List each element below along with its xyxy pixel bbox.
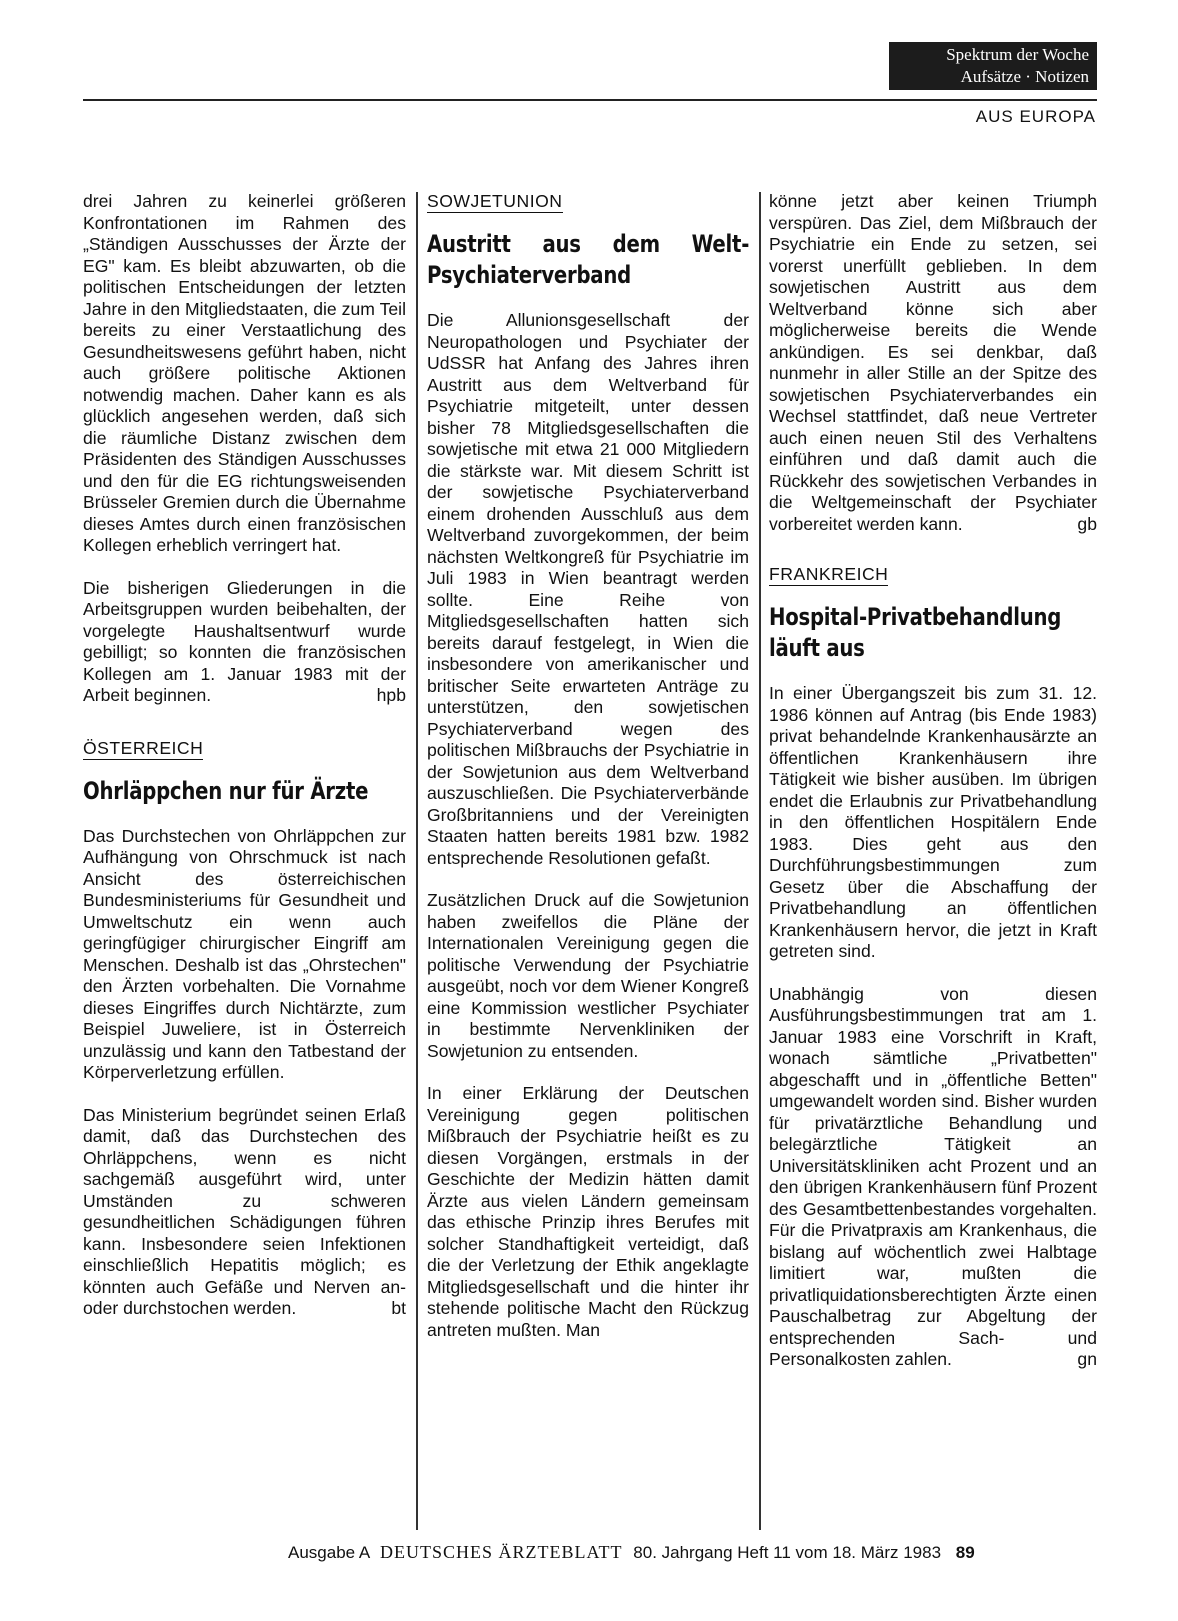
author-initials: gn — [1077, 1349, 1097, 1369]
column-1 — [83, 191, 406, 1341]
paragraph: drei Jahren zu keinerlei größeren Konfrontationen im Rahmen des „Ständigen Ausschusses der Ärzte der EG" kam. Es bleibt abzuwarten, ob die politischen Entscheidungen der letzten Jahre in den Mitgliedstaaten, die zum Teil bereits zu einer Verstaatlichung des Gesundheitswesens geführt haben, nicht auch größere politische Aktionen notwendig machen. Daher kann es als glücklich angesehen werden, daß sich die räumliche Distanz zwischen dem Präsidenten des Ständigen Ausschusses und den für die EG richtungsweisenden Brüsseler Gremien durch die Übernahme dieses Amtes durch einen französischen Kollegen erheblich verringert hat. — [83, 191, 406, 555]
column-rule-1 — [416, 192, 418, 1530]
paragraph — [769, 191, 1097, 535]
paragraph-text: könne jetzt aber keinen Triumph verspüren. Das Ziel, dem Mißbrauch der Psychiatrie ein Ende zu setzen, sei vorerst unerfüllt geblieben. In dem sowjetischen Austritt aus dem Weltverband könne sich aber möglicherweise bereits die Wende ankündigen. Es sei denkbar, daß nunmehr in aller Stille an der Spitze des sowjetischen Psychiaterverbandes ein Wechsel stattfindet, daß neue Vertreter auch einen neuen Stil des Verhaltens einführen und daß damit auch die Rückkehr des sowjetischen Verbandes in die Weltgemeinschaft der Psychiater vorbereitet werden kann. — [769, 191, 1097, 534]
header-rule — [83, 99, 1097, 101]
issue-info: 80. Jahrgang Heft 11 vom 18. März 1983 — [633, 1543, 942, 1562]
paragraph-text: Das Ministerium begründet seinen Erlaß damit, daß das Durchstechen des Ohrläppchens, wenn es nicht sachgemäß ausgeführt wird, unter Umständen zu schweren gesundheitlichen Schädigungen führen kann. Insbesondere seien Infektionen einschließlich Hepatitis möglich; es könnten auch Gefäße und Nerven an- oder durchstochen werden. — [83, 1104, 406, 1318]
section-label: AUS EUROPA — [975, 107, 1096, 126]
edition: Ausgabe A — [288, 1543, 370, 1562]
paragraph — [769, 984, 1097, 1371]
paragraph: Das Durchstechen von Ohrläppchen zur Aufhängung von Ohrschmuck ist nach Ansicht des österreichischen Bundesministeriums für Gesundheit und Umweltschutz ein wenn auch geringfügiger chirurgischer Eingriff am Menschen. Deshalb ist das „Ohrstechen" den Ärzten vorbehalten. Die Vornahme dieses Eingriffes durch Nichtärzte, zum Beispiel Juweliere, ist in Österreich unzulässig und kann den Tatbestand der Körperverletzung erfüllen. — [83, 825, 406, 1082]
paragraph: Zusätzlichen Druck auf die Sowjetunion haben zweifellos die Pläne der Internationalen Vereinigung gegen die politische Verwendung der Psychiatrie ausgeübt, noch vor dem Wiener Kongreß eine Kommission westlicher Psychiater in bestimmte Nervenkliniken der Sowjetunion zu entsenden. — [427, 890, 749, 1061]
paragraph: In einer Erklärung der Deutschen Vereinigung gegen politischen Mißbrauch der Psychiatrie heißt es zu diesen Vorgängen, erstmals in der Geschichte der Medizin hätten damit Ärzte aus vielen Ländern gemeinsam das ethische Prinzip ihres Berufes mit solcher Standhaftigkeit verteidigt, daß die der Verletzung der Ethik angeklagte Mitgliedsgesellschaft und die hinter ihr stehende politische Macht den Rückzug antreten mußten. Man — [427, 1083, 749, 1340]
paragraph-text: Die bisherigen Gliederungen in die Arbeitsgruppen wurden beibehalten, der vorgelegte Haushaltsentwurf wurde gebilligt; so konnten die französischen Kollegen am 1. Januar 1983 mit der Arbeit beginnen. — [83, 577, 406, 705]
author-initials: bt — [391, 1298, 406, 1318]
page-footer — [288, 1542, 1097, 1563]
page-number: 89 — [955, 1543, 975, 1562]
column-2 — [427, 191, 749, 1362]
article-headline: Ohrläppchen nur für Ärzte — [83, 776, 369, 805]
section-kicker: FRANKREICH — [769, 564, 889, 584]
author-initials: hpb — [376, 685, 406, 705]
badge-line-2: Aufsätze · Notizen — [960, 67, 1089, 86]
paragraph-text: Unabhängig von diesen Ausführungsbestimmungen trat am 1. Januar 1983 eine Vorschrift in Kraft, wonach sämtliche „Privatbetten" abgeschafft und in „öffentliche Betten" umgewandelt worden sind. Bisher wurden für privatärztliche Behandlung und belegärztliche Tätigkeit an Universitätskliniken acht Prozent und an den übrigen Krankenhäusern fünf Prozent des Gesamtbettenbestandes vorgehalten. Für die Privatpraxis am Krankenhaus, die bislang auf wöchentlich zwei Halbtage limitiert war, mußten die privatliquidationsberechtigten Ärzte einen Pauschalbetrag zur Abgeltung der entsprechenden Sach- und Personalkosten zahlen. — [769, 983, 1097, 1369]
paragraph: Die Allunionsgesellschaft der Neuropathologen und Psychiater der UdSSR hat Anfang des Jahres ihren Austritt aus dem Weltverband für Psychiatrie mitgeteilt, unter dessen bisher 78 Mitgliedsgesellschaften die sowjetische mit etwa 21 000 Mitgliedern die stärkste war. Mit diesem Schritt ist der sowjetische Psychiaterverband einem drohenden Ausschluß aus dem Weltverband zuvorgekommen, der beim nächsten Weltkongreß für Psychiatrie im Juli 1983 in Wien beantragt werden sollte. Eine Reihe von Mitgliedsgesellschaften hatten sich bereits darauf festgelegt, in Wien die insbesondere von amerikanischer und britischer Seite erwarteten Anträge zu unterstützen, den sowjetischen Psychiaterverband wegen des politischen Mißbrauchs der Psychiatrie in der Sowjetunion aus dem Weltverband auszuschließen. Die Psychiaterverbände Großbritanniens und der Vereinigten Staaten hatten bereits 1981 bzw. 1982 entsprechende Resolutionen gefaßt. — [427, 310, 749, 868]
column-rule-2 — [759, 192, 761, 1530]
author-initials: gb — [1077, 513, 1097, 534]
badge-line-1: Spektrum der Woche — [946, 45, 1089, 64]
article-headline: Austritt aus dem Welt-Psychiaterverband — [427, 230, 750, 289]
paragraph — [83, 1105, 406, 1320]
column-3 — [769, 191, 1097, 1392]
publication-name: DEUTSCHES ÄRZTEBLATT — [380, 1542, 623, 1562]
paragraph: In einer Übergangszeit bis zum 31. 12. 1986 können auf Antrag (bis Ende 1983) privat behandelnde Krankenhausärzte an öffentlichen Krankenhäusern ihre Tätigkeit wie bisher ausüben. Im übrigen endet die Erlaubnis zur Privatbehandlung in den öffentlichen Hospitälern Ende 1983. Dies geht aus den Durchführungsbestimmungen zum Gesetz über die Abschaffung der Privatbehandlung an öffentlichen Krankenhäusern hervor, die jetzt in Kraft getreten sind. — [769, 683, 1097, 961]
section-kicker: ÖSTERREICH — [83, 737, 204, 758]
article-headline: Hospital-Privatbehandlung läuft aus — [769, 603, 1062, 662]
section-kicker: SOWJETUNION — [427, 191, 563, 211]
section-badge — [889, 42, 1097, 90]
